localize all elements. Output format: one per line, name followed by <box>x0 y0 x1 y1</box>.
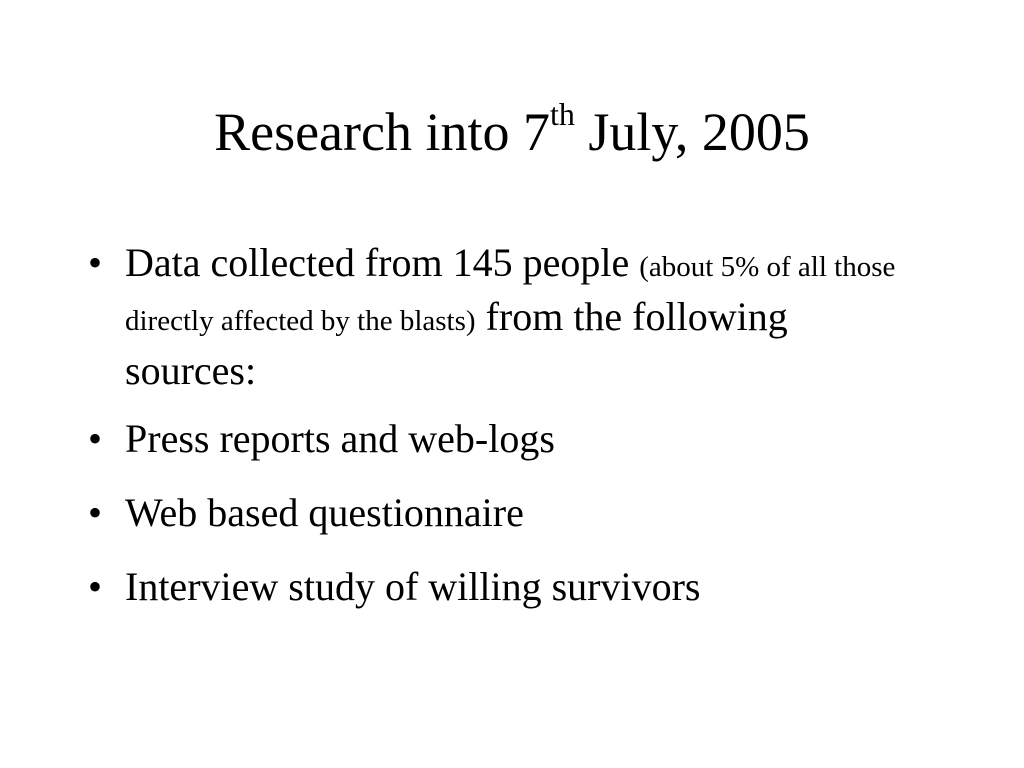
bullet-item-data-collected <box>88 236 900 397</box>
bullet-item-web-questionnaire <box>88 486 908 539</box>
bullet-text: Press reports and web-logs <box>125 416 555 461</box>
bullet-after-text: from the following sources: <box>125 294 788 393</box>
title-superscript: th <box>550 96 575 132</box>
bullet-item-interview-study <box>88 560 908 613</box>
bullet-icon: • <box>88 564 103 609</box>
bullet-text: Interview study of willing survivors <box>125 564 701 609</box>
slide-title <box>0 96 1024 164</box>
bullet-list <box>88 236 908 634</box>
bullet-item-press-reports <box>88 412 908 465</box>
bullet-icon: • <box>88 416 103 461</box>
title-prefix: Research into 7 <box>214 102 550 162</box>
bullet-icon: • <box>88 240 103 285</box>
bullet-main-text: Data collected from 145 people <box>125 240 640 285</box>
bullet-aside-text: (about 5% of all those directly affected by the blasts) <box>125 251 896 337</box>
bullet-text: Web based questionnaire <box>125 490 524 535</box>
title-suffix: July, 2005 <box>574 102 810 162</box>
bullet-icon: • <box>88 490 103 535</box>
